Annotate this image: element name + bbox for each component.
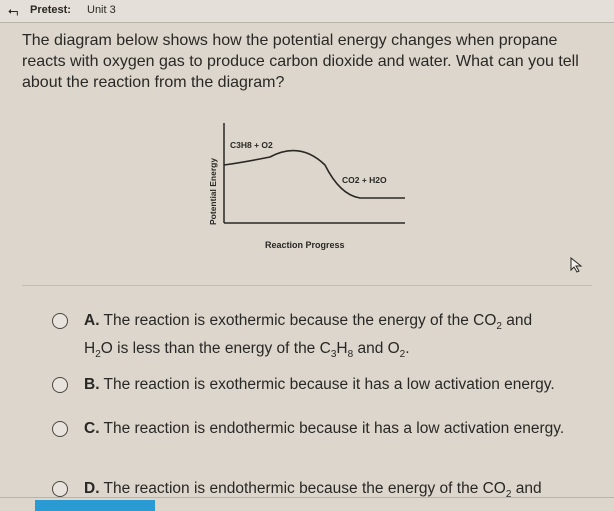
option-a[interactable]: A. The reaction is exothermic because the energy of the $CO_2$ and $H_2O$ is less than the energy of the $C_3H_8$ and $O_2$. [52,310,592,366]
option-letter: D. [84,480,100,497]
unit-label: Unit 3 [87,4,116,16]
radio-button-c[interactable] [52,421,68,437]
radio-button-b[interactable] [52,377,68,393]
option-text: The reaction is endothermic because the energy of the CO [103,480,506,497]
products-label: CO2 + H2O [342,175,387,185]
option-c[interactable] [52,418,592,440]
option-text: The reaction is endothermic because it has a low activation energy. [103,420,565,437]
back-arrow-icon[interactable]: ⮢ [8,3,19,18]
option-text: The reaction is exothermic because it has a low activation energy. [103,376,555,393]
option-letter: A. [84,312,100,329]
option-letter: B. [84,376,100,393]
reactants-label: C3H8 + O2 [230,140,273,150]
option-b[interactable] [52,374,592,396]
divider [22,285,592,286]
question-text: The diagram below shows how the potential energy changes when propane reacts with oxygen gas to produce carbon dioxide and water. What can you tell about the reaction from the diagram? [22,32,579,91]
option-letter: C. [84,420,100,437]
energy-diagram [200,113,420,263]
x-axis-label: Reaction Progress [265,240,345,250]
next-button-bar[interactable] [35,500,155,511]
radio-button-a[interactable] [52,313,68,329]
footer-divider [0,497,614,498]
pretest-label: Pretest: [30,4,71,16]
top-bar [0,0,614,23]
option-d[interactable]: D. The reaction is endothermic because the energy of the $CO_2$ and [52,478,592,506]
radio-button-d[interactable] [52,481,68,497]
mouse-cursor-icon [570,257,584,278]
y-axis-label: Potential Energy [208,157,218,225]
